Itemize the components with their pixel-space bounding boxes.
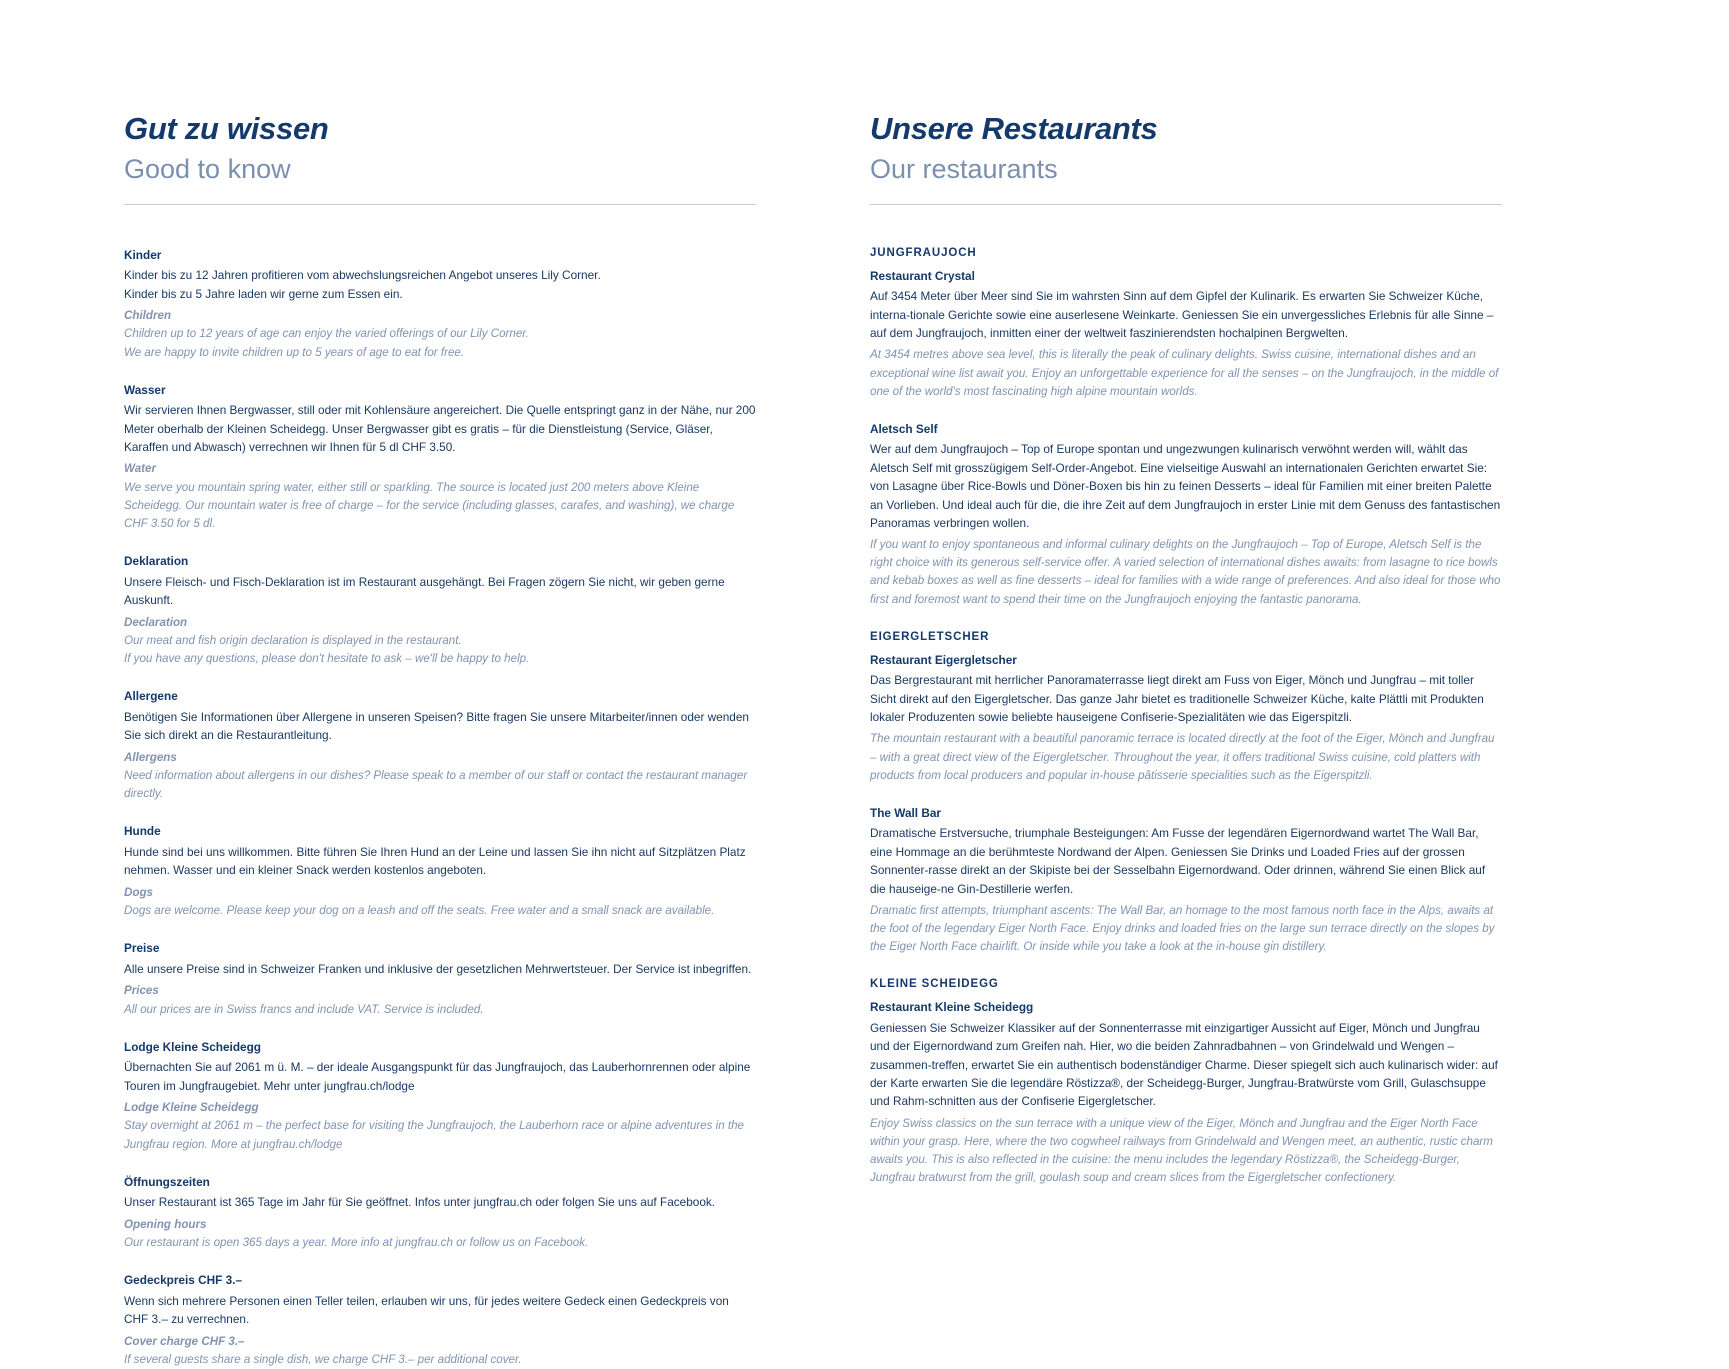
block-title-en: Declaration	[124, 615, 188, 629]
right-column	[870, 110, 1502, 1222]
block-title-de: Wasser	[124, 382, 166, 397]
block-title-de: Aletsch Self	[870, 421, 938, 436]
block-title-de: Hunde	[124, 824, 161, 839]
block-title-de: Öffnungszeiten	[124, 1174, 210, 1189]
block-body-de-line: Unsere Fleisch- und Fisch-Deklaration ist im Restaurant ausgehängt. Bei Fragen zögern Sie nicht, wir geben gerne Auskunft.	[124, 574, 725, 608]
block-body-en-line: If you want to enjoy spontaneous and informal culinary delights on the Jungfraujoch – Top of Europe, Aletsch Self is the right choice with its generous self-service offer. A varied selection of international dishes awaits: from lasagne to rice bowls and kebab boxes as well as fine desserts – ideal for families with a wide range of preferences. And also ideal for those who first and foremost want to spend their time on the Jungfraujoch enjoying the fantastic panorama.	[870, 538, 1501, 606]
block-body-en-line: At 3454 metres above sea level, this is literally the peak of culinary delights. Swiss cuisine, international dishes and an exceptional wine list await you. Enjoy an unforgettable experience for all the senses – on the Jungfraujoch, in the middle of one of the world's most fascinating high alpine mountain worlds.	[870, 348, 1499, 398]
block-title-en: Water	[124, 462, 157, 476]
block-body-en-line: Stay overnight at 2061 m – the perfect base for visiting the Jungfraujoch, the Lauberhorn race or alpine adventures in the Jungfrau region. More at jungfrau.ch/lodge	[124, 1119, 745, 1151]
section-label: JUNGFRAUJOCH	[870, 246, 977, 259]
block-body-en-line: Dramatic first attempts, triumphant ascents: The Wall Bar, an homage to the most famous north face in the Alps, awaits at the foot of the legendary Eiger North Face. Enjoy drinks and loaded fries on the large sun terrace directly on the slopes by the Eiger North Face chairlift. Or inside while you take a look at the in-house gin distillery.	[870, 903, 1495, 954]
left-heading-en: Good to know	[124, 154, 291, 185]
left-column	[124, 110, 756, 1367]
block-title-de: Restaurant Kleine Scheidegg	[870, 1000, 1034, 1015]
content-block	[124, 1272, 756, 1369]
block-title-de: Allergene	[124, 689, 178, 704]
block-body-en	[870, 1115, 1502, 1187]
block-body-en	[124, 902, 756, 920]
block-body-de	[124, 266, 756, 303]
block-body-en-line: Enjoy Swiss classics on the sun terrace with a unique view of the Eiger, Mönch and Jungfrau and the Eiger North Face within your grasp. Here, where the two cogwheel railways from Grindelwald and Wengen meet, an authentic, rustic charm awaits you. This is also reflected in the cuisine: the menu includes the legendary Röstizza®, the Scheidegg-Burger, Jungfrau bratwurst from the grill, goulash soup and cream slices from the Eigergletscher confectionery.	[870, 1116, 1493, 1185]
block-body-de-line: Dramatische Erstversuche, triumphale Besteigungen: Am Fusse der legendären Eigernordwand wartet The Wall Bar, eine Hommage an die berühmteste Nordwand der Alpen. Geniessen Sie Drinks und Loaded Fries auf der grossen Sonnenter-rasse direkt an der Skipiste bei der Sesselbahn Eigernordwand. Oder drinnen, während Sie einen Blick auf die hauseige-ne Gin-Destillerie werfen.	[870, 826, 1486, 896]
block-body-en	[124, 325, 756, 361]
block-title-de: Kinder	[124, 247, 162, 262]
block-title-de: Restaurant Crystal	[870, 268, 975, 283]
block-body-de-line: Kinder bis zu 5 Jahre laden wir gerne zum Essen ein.	[124, 286, 403, 301]
restaurant-section	[870, 247, 1502, 609]
block-body-de-line: Das Bergrestaurant mit herrlicher Panoramaterrasse liegt direkt am Fuss von Eiger, Mönch und Jungfrau – mit toller Sicht direkt auf den Eigergletscher. Das ganze Jahr bietet es traditionelle Schweizer Küche, kalte Plättli mit Produkten lokaler Produzenten sowie beliebte hauseigene Confiserie-Spezialitäten wie das Eigerspitzli.	[870, 673, 1484, 725]
block-title-de: Lodge Kleine Scheidegg	[124, 1039, 261, 1054]
block-body-en	[124, 1001, 756, 1019]
block-body-de	[124, 401, 756, 456]
block-body-en	[870, 536, 1502, 608]
right-heading-en: Our restaurants	[870, 154, 1058, 185]
content-block	[124, 553, 756, 668]
right-section-list	[870, 247, 1502, 1188]
block-body-de	[124, 1292, 756, 1329]
block-body-de	[124, 708, 756, 745]
restaurant-section	[870, 631, 1502, 957]
block-body-de	[124, 960, 756, 978]
block-body-en-line: Dogs are welcome. Please keep your dog on a leash and off the seats. Free water and a small snack are available.	[124, 903, 715, 917]
section-label: KLEINE SCHEIDEGG	[870, 978, 999, 991]
block-body-de	[124, 843, 756, 880]
block-body-en-line: Need information about allergens in our dishes? Please speak to a member of our staff or contact the restaurant manager directly.	[124, 768, 748, 801]
block-body-en-line: If several guests share a single dish, we charge CHF 3.– per additional cover.	[124, 1353, 522, 1367]
block-title-en: Allergens	[124, 750, 177, 764]
block-body-en	[124, 767, 756, 803]
block-body-de-line: Übernachten Sie auf 2061 m ü. M. – der ideale Ausgangspunkt für das Jungfraujoch, das Lauberhornrennen oder alpine Touren im Jungfraugebiet. Mehr unter jungfrau.ch/lodge	[124, 1060, 751, 1093]
block-title-en: Children	[124, 309, 172, 323]
block-body-en-line: Our meat and fish origin declaration is displayed in the restaurant.	[124, 633, 462, 647]
content-block	[124, 688, 756, 803]
block-body-de-line: Wenn sich mehrere Personen einen Teller teilen, erlauben wir uns, für jedes weitere Gedeck einen Gedeckpreis von CHF 3.– zu verrechnen.	[124, 1293, 729, 1327]
content-block	[870, 805, 1502, 956]
block-body-en-line: We serve you mountain spring water, either still or sparkling. The source is located just 200 meters above Kleine Scheidegg. Our mountain water is free of charge – for the service (including glasses, carafes, and washing), we charge CHF 3.50 for 5 dl.	[124, 480, 735, 530]
left-divider	[124, 204, 756, 205]
block-body-en-line: All our prices are in Swiss francs and include VAT. Service is included.	[124, 1002, 484, 1016]
right-divider	[870, 204, 1502, 205]
content-block	[124, 1039, 756, 1154]
block-body-de	[870, 287, 1502, 342]
block-title-de: Deklaration	[124, 554, 189, 569]
left-block-list	[124, 247, 756, 1369]
block-body-de	[870, 671, 1502, 726]
block-title-en: Dogs	[124, 885, 153, 899]
block-body-de-line: Alle unsere Preise sind in Schweizer Franken und inklusive der gesetzlichen Mehrwertsteuer. Der Service ist inbegriffen.	[124, 961, 752, 976]
block-body-en	[870, 346, 1502, 400]
block-body-en	[124, 632, 756, 668]
block-body-de-line: Hunde sind bei uns willkommen. Bitte führen Sie Ihren Hund an der Leine und lassen Sie ihn nicht auf Sitzplätzen Platz nehmen. Wasser und ein kleiner Snack werden kostenlos angeboten.	[124, 844, 746, 878]
block-body-de	[124, 1193, 756, 1211]
block-title-de: Gedeckpreis CHF 3.–	[124, 1273, 243, 1288]
content-block	[124, 940, 756, 1019]
block-body-de-line: Geniessen Sie Schweizer Klassiker auf der Sonnenterrasse mit einzigartiger Aussicht auf Eiger, Mönch und Jungfrau und der Eigernordwand zum Greifen nah. Hier, wo die beiden Zahnradbahnen – von Grindelwald und Wengen – zusammen-treffen, erwartet Sie ein authentisch bodenständiger Charme. Dieser spiegelt sich auch kulinarisch wider: auf der Karte erwarten Sie die legendäre Röstizza®, der Scheidegg-Burger, Jungfrau-Bratwürste vom Grill, Gulaschsuppe und Rahm-schnitten aus der Confiserie Eigergletscher.	[870, 1020, 1498, 1109]
block-body-de-line: Kinder bis zu 12 Jahren profitieren vom abwechslungsreichen Angebot unseres Lily Corner.	[124, 268, 601, 283]
content-block	[124, 382, 756, 533]
block-body-en	[124, 1234, 756, 1252]
right-heading-de: Unsere Restaurants	[870, 111, 1158, 146]
content-block	[870, 421, 1502, 609]
block-title-de: Restaurant Eigergletscher	[870, 652, 1017, 667]
block-title-en: Opening hours	[124, 1217, 207, 1231]
block-body-de-line: Benötigen Sie Informationen über Allergene in unseren Speisen? Bitte fragen Sie unsere Mitarbeiter/innen oder wenden Sie sich direkt an die Restaurantleitung.	[124, 709, 749, 743]
block-body-en-line: The mountain restaurant with a beautiful panoramic terrace is located directly at the foot of the Eiger, Mönch and Jungfrau – with a great direct view of the Eigergletscher. Throughout the year, it offers traditional Swiss cuisine, cold platters with products from local producers and popular in-house pâtisserie specialities such as the Eigerspitzli.	[870, 732, 1495, 782]
content-block	[870, 999, 1502, 1187]
block-body-de-line: Wer auf dem Jungfraujoch – Top of Europe spontan und ungezwungen kulinarisch verwöhnt werden will, wählt das Aletsch Self mit grosszügigem Self-Order-Angebot. Eine vielseitige Auswahl an internationalen Gerichten erwartet Sie: von Lasagne über Rice-Bowls und Döner-Boxen bis hin zu feinen Desserts – ideal für Familien mit einer breiten Palette an Vorlieben. Und ideal auch für die, die ihre Zeit auf dem Jungfraujoch in erster Linie mit dem Genuss des fantastischen Panoramas verbringen wollen.	[870, 442, 1501, 530]
content-block	[870, 268, 1502, 401]
block-body-en-line: Children up to 12 years of age can enjoy the varied offerings of our Lily Corner.	[124, 327, 529, 341]
block-body-de	[870, 440, 1502, 532]
block-body-de-line: Auf 3454 Meter über Meer sind Sie im wahrsten Sinn auf dem Gipfel der Kulinarik. Es erwarten Sie Schweizer Küche, interna-tionale Gerichte sowie eine auserlesene Weinkarte. Geniessen Sie ein unvergessliches Erlebnis für alle Sinne – auf dem Jungfraujoch, inmitten einer der weltweit faszinierendsten hochalpinen Bergwelten.	[870, 289, 1494, 341]
block-body-de-line: Unser Restaurant ist 365 Tage im Jahr für Sie geöffnet. Infos unter jungfrau.ch oder folgen Sie uns auf Facebook.	[124, 1195, 716, 1210]
left-heading-de: Gut zu wissen	[124, 111, 329, 146]
block-body-en	[870, 902, 1502, 956]
restaurant-section	[870, 978, 1502, 1187]
section-label: EIGERGLETSCHER	[870, 630, 990, 643]
block-body-en	[124, 1351, 756, 1369]
block-body-en-line: Our restaurant is open 365 days a year. More info at jungfrau.ch or follow us on Facebook.	[124, 1236, 589, 1250]
block-body-de	[124, 1058, 756, 1095]
block-body-en-line: If you have any questions, please don't hesitate to ask – we'll be happy to help.	[124, 652, 530, 666]
block-title-en: Lodge Kleine Scheidegg	[124, 1101, 259, 1115]
block-body-de	[124, 573, 756, 610]
block-body-de	[870, 1019, 1502, 1111]
content-block	[870, 652, 1502, 785]
block-body-en	[124, 479, 756, 533]
block-body-en	[870, 730, 1502, 784]
block-title-en: Prices	[124, 984, 159, 998]
block-body-de-line: Wir servieren Ihnen Bergwasser, still oder mit Kohlensäure angereichert. Die Quelle entspringt ganz in der Nähe, nur 200 Meter oberhalb der Kleinen Scheidegg. Unser Bergwasser gibt es gratis – für die Dienstleistung (Service, Gläser, Karaffen und Abwasch) verrechnen wir Ihnen für 5 dl CHF 3.50.	[124, 403, 756, 455]
content-block	[124, 1174, 756, 1253]
block-title-de: The Wall Bar	[870, 805, 942, 820]
block-body-de	[870, 824, 1502, 898]
block-title-en: Cover charge CHF 3.–	[124, 1334, 245, 1348]
content-block	[124, 823, 756, 920]
content-block	[124, 247, 756, 362]
block-title-de: Preise	[124, 941, 160, 956]
block-body-en-line: We are happy to invite children up to 5 years of age to eat for free.	[124, 345, 465, 359]
block-body-en	[124, 1117, 756, 1153]
